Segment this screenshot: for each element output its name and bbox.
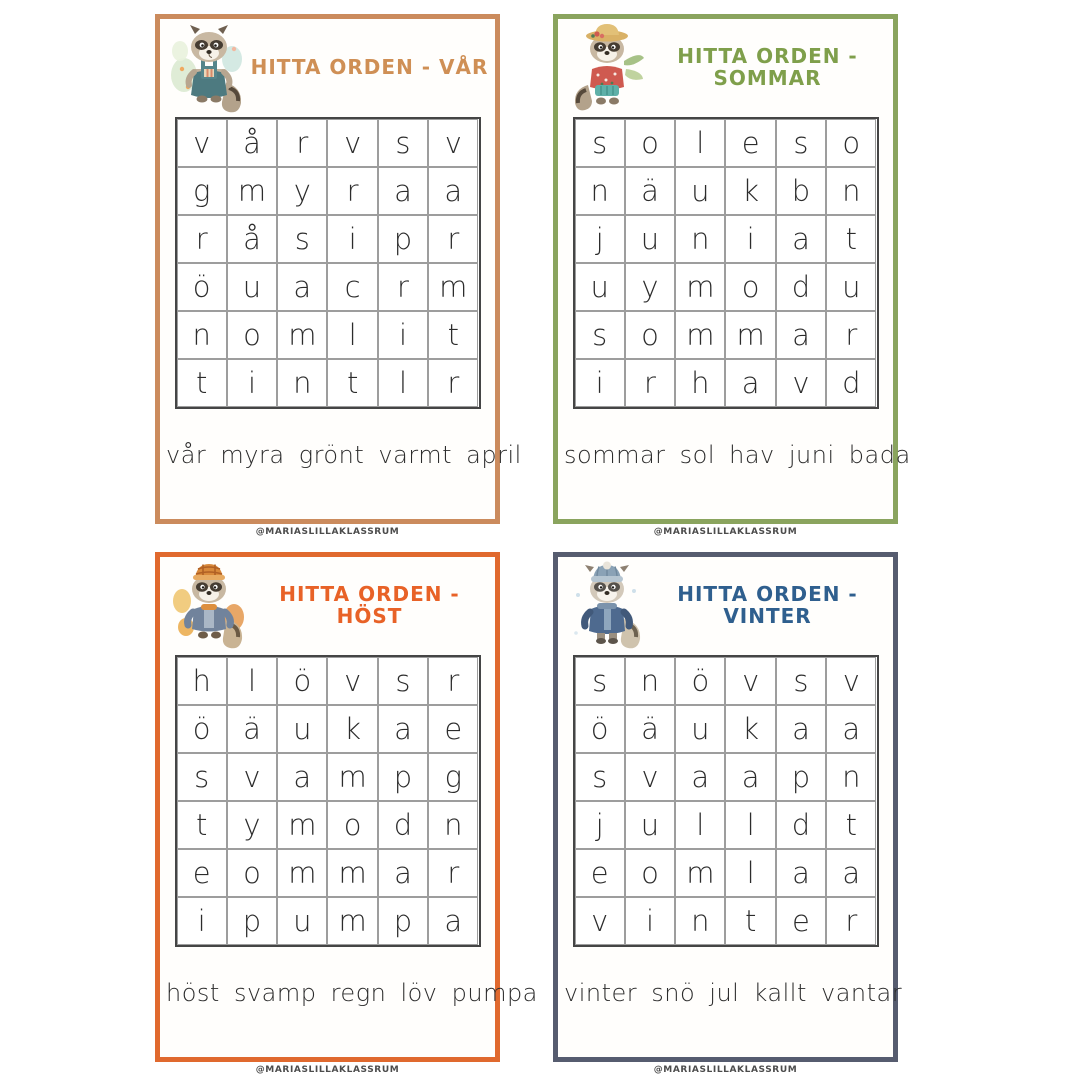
grid-cell-letter: a	[675, 753, 725, 801]
grid-cell-letter: ö	[177, 263, 227, 311]
grid-row	[177, 657, 479, 705]
grid-cell-letter: a	[776, 311, 826, 359]
raccoon-autumn-illustration	[168, 561, 250, 653]
grid-cell-letter: r	[428, 849, 478, 897]
card-slot-summer	[553, 14, 911, 537]
grid-cell-letter: v	[776, 359, 826, 407]
raccoon-summer-illustration	[566, 23, 648, 115]
grid-cell-letter: u	[675, 705, 725, 753]
grid-cell-letter: t	[826, 801, 876, 849]
grid-cell-letter: g	[177, 167, 227, 215]
grid-cell-letter: g	[428, 753, 478, 801]
grid-cell-letter: d	[776, 801, 826, 849]
grid-cell-letter: a	[378, 167, 428, 215]
grid-cell-letter: d	[776, 263, 826, 311]
grid-cell-letter: s	[575, 311, 625, 359]
grid-row	[177, 753, 479, 801]
card-title: HITTA ORDEN - VINTER	[677, 582, 858, 628]
grid-cell-letter: t	[725, 897, 775, 945]
grid-row	[575, 359, 877, 407]
grid-cell-letter: s	[575, 119, 625, 167]
grid-cell-letter: l	[227, 657, 277, 705]
grid-cell-letter: i	[575, 359, 625, 407]
grid-cell-letter: a	[428, 897, 478, 945]
grid-row	[575, 657, 877, 705]
grid-cell-letter: v	[625, 753, 675, 801]
grid-cell-letter: r	[826, 311, 876, 359]
grid-cell-letter: o	[826, 119, 876, 167]
grid-row	[177, 359, 479, 407]
grid-cell-letter: o	[625, 311, 675, 359]
grid-cell-letter: t	[428, 311, 478, 359]
grid-cell-letter: a	[776, 215, 826, 263]
grid-cell-letter: p	[378, 753, 428, 801]
grid-cell-letter: m	[277, 311, 327, 359]
card-winter	[553, 552, 903, 1062]
grid-cell-letter: o	[725, 263, 775, 311]
grid-cell-letter: n	[575, 167, 625, 215]
grid-cell-letter: m	[327, 849, 377, 897]
grid-cell-letter: m	[675, 311, 725, 359]
grid-cell-letter: v	[575, 897, 625, 945]
grid-cell-letter: o	[227, 311, 277, 359]
grid-cell-letter: r	[277, 119, 327, 167]
card-header	[160, 19, 495, 115]
grid-cell-letter: n	[826, 167, 876, 215]
grid-cell-letter: r	[378, 263, 428, 311]
grid-cell-letter: h	[177, 657, 227, 705]
grid-cell-letter: e	[177, 849, 227, 897]
card-header	[558, 19, 893, 115]
card-slot-winter	[553, 552, 903, 1075]
grid-row	[177, 801, 479, 849]
grid-cell-letter: k	[725, 705, 775, 753]
grid-cell-letter: y	[625, 263, 675, 311]
word-list: sommar sol hav juni bada	[564, 441, 911, 469]
grid-cell-letter: c	[327, 263, 377, 311]
grid-cell-letter: k	[725, 167, 775, 215]
grid-cell-letter: n	[428, 801, 478, 849]
grid-cell-letter: ä	[625, 167, 675, 215]
grid-cell-letter: i	[177, 897, 227, 945]
grid-cell-letter: t	[327, 359, 377, 407]
grid-cell-letter: o	[625, 849, 675, 897]
grid-row	[575, 215, 877, 263]
grid-cell-letter: p	[378, 215, 428, 263]
grid-cell-letter: ö	[277, 657, 327, 705]
grid-cell-letter: y	[227, 801, 277, 849]
grid-cell-letter: m	[675, 263, 725, 311]
word-search-grid	[573, 655, 879, 947]
grid-cell-letter: i	[625, 897, 675, 945]
grid-cell-letter: å	[227, 119, 277, 167]
watermark: @MARIASLILLAKLASSRUM	[255, 527, 400, 537]
grid-cell-letter: u	[625, 215, 675, 263]
grid-cell-letter: v	[428, 119, 478, 167]
grid-cell-letter: b	[776, 167, 826, 215]
watermark: @MARIASLILLAKLASSRUM	[653, 1065, 798, 1075]
grid-cell-letter: r	[327, 167, 377, 215]
grid-cell-letter: u	[227, 263, 277, 311]
grid-cell-letter: r	[428, 215, 478, 263]
grid-cell-letter: i	[725, 215, 775, 263]
grid-row	[575, 119, 877, 167]
grid-cell-letter: l	[675, 801, 725, 849]
card-autumn	[155, 552, 538, 1062]
grid-cell-letter: d	[826, 359, 876, 407]
grid-cell-letter: r	[625, 359, 675, 407]
word-list: vinter snö jul kallt vantar	[564, 979, 903, 1007]
grid-cell-letter: a	[725, 359, 775, 407]
grid-cell-letter: e	[776, 897, 826, 945]
grid-cell-letter: s	[575, 657, 625, 705]
grid-row	[575, 167, 877, 215]
grid-cell-letter: ö	[675, 657, 725, 705]
grid-cell-letter: i	[327, 215, 377, 263]
grid-cell-letter: h	[675, 359, 725, 407]
grid-cell-letter: s	[277, 215, 327, 263]
grid-cell-letter: a	[826, 849, 876, 897]
grid-cell-letter: l	[725, 801, 775, 849]
grid-cell-letter: v	[826, 657, 876, 705]
grid-cell-letter: v	[227, 753, 277, 801]
card-summer	[553, 14, 911, 524]
grid-cell-letter: e	[428, 705, 478, 753]
grid-cell-letter: s	[378, 657, 428, 705]
grid-cell-letter: n	[177, 311, 227, 359]
grid-cell-letter: u	[277, 897, 327, 945]
grid-cell-letter: o	[227, 849, 277, 897]
grid-row	[575, 753, 877, 801]
grid-cell-letter: s	[776, 657, 826, 705]
grid-cell-letter: n	[675, 897, 725, 945]
word-search-grid	[175, 655, 481, 947]
word-search-grid	[573, 117, 879, 409]
grid-row	[575, 897, 877, 945]
grid-cell-letter: a	[725, 753, 775, 801]
grid-cell-letter: r	[177, 215, 227, 263]
card-title: HITTA ORDEN - VÅR	[250, 55, 489, 79]
grid-cell-letter: a	[428, 167, 478, 215]
grid-cell-letter: ö	[575, 705, 625, 753]
grid-cell-letter: i	[378, 311, 428, 359]
watermark: @MARIASLILLAKLASSRUM	[255, 1065, 400, 1075]
grid-row	[177, 705, 479, 753]
grid-cell-letter: r	[428, 359, 478, 407]
grid-cell-letter: m	[725, 311, 775, 359]
grid-cell-letter: m	[327, 753, 377, 801]
card-spring	[155, 14, 522, 524]
grid-row	[575, 849, 877, 897]
grid-cell-letter: m	[277, 849, 327, 897]
card-slot-autumn	[155, 552, 538, 1075]
grid-cell-letter: l	[725, 849, 775, 897]
grid-cell-letter: a	[826, 705, 876, 753]
grid-cell-letter: n	[277, 359, 327, 407]
grid-cell-letter: v	[725, 657, 775, 705]
grid-cell-letter: p	[378, 897, 428, 945]
grid-cell-letter: u	[575, 263, 625, 311]
grid-row	[177, 311, 479, 359]
grid-row	[575, 263, 877, 311]
grid-cell-letter: u	[826, 263, 876, 311]
grid-cell-letter: a	[378, 849, 428, 897]
grid-cell-letter: n	[826, 753, 876, 801]
grid-cell-letter: d	[378, 801, 428, 849]
grid-cell-letter: ä	[625, 705, 675, 753]
grid-row	[177, 215, 479, 263]
grid-cell-letter: t	[177, 801, 227, 849]
grid-cell-letter: m	[277, 801, 327, 849]
raccoon-spring-illustration	[168, 23, 250, 115]
word-search-grid	[175, 117, 481, 409]
grid-cell-letter: a	[776, 849, 826, 897]
card-title: HITTA ORDEN - HÖST	[279, 582, 460, 628]
grid-row	[575, 311, 877, 359]
grid-cell-letter: u	[625, 801, 675, 849]
grid-cell-letter: m	[675, 849, 725, 897]
grid-cell-letter: r	[428, 657, 478, 705]
grid-cell-letter: y	[277, 167, 327, 215]
grid-row	[177, 849, 479, 897]
grid-cell-letter: k	[327, 705, 377, 753]
grid-cell-letter: e	[725, 119, 775, 167]
word-list: höst svamp regn löv pumpa	[166, 979, 538, 1007]
card-title: HITTA ORDEN - SOMMAR	[677, 44, 858, 90]
grid-cell-letter: m	[327, 897, 377, 945]
grid-cell-letter: v	[177, 119, 227, 167]
grid-cell-letter: a	[277, 263, 327, 311]
grid-cell-letter: ö	[177, 705, 227, 753]
grid-cell-letter: s	[177, 753, 227, 801]
grid-cell-letter: å	[227, 215, 277, 263]
grid-cell-letter: i	[227, 359, 277, 407]
grid-row	[177, 897, 479, 945]
grid-cell-letter: r	[826, 897, 876, 945]
grid-cell-letter: t	[826, 215, 876, 263]
grid-cell-letter: l	[675, 119, 725, 167]
grid-cell-letter: l	[378, 359, 428, 407]
raccoon-winter-illustration	[566, 561, 648, 653]
card-slot-spring	[155, 14, 522, 537]
card-header	[558, 557, 893, 653]
grid-row	[177, 263, 479, 311]
grid-cell-letter: s	[378, 119, 428, 167]
grid-cell-letter: e	[575, 849, 625, 897]
grid-cell-letter: a	[378, 705, 428, 753]
grid-cell-letter: o	[327, 801, 377, 849]
grid-cell-letter: l	[327, 311, 377, 359]
word-list: vår myra grönt varmt april	[166, 441, 522, 469]
grid-cell-letter: m	[227, 167, 277, 215]
grid-cell-letter: ä	[227, 705, 277, 753]
grid-cell-letter: t	[177, 359, 227, 407]
grid-cell-letter: m	[428, 263, 478, 311]
grid-cell-letter: a	[277, 753, 327, 801]
grid-cell-letter: j	[575, 801, 625, 849]
grid-cell-letter: o	[625, 119, 675, 167]
grid-cell-letter: p	[776, 753, 826, 801]
grid-row	[177, 167, 479, 215]
grid-cell-letter: j	[575, 215, 625, 263]
grid-cell-letter: p	[227, 897, 277, 945]
grid-cell-letter: v	[327, 657, 377, 705]
grid-cell-letter: u	[675, 167, 725, 215]
grid-cell-letter: v	[327, 119, 377, 167]
watermark: @MARIASLILLAKLASSRUM	[653, 527, 798, 537]
grid-cell-letter: u	[277, 705, 327, 753]
grid-row	[177, 119, 479, 167]
grid-row	[575, 801, 877, 849]
grid-cell-letter: s	[575, 753, 625, 801]
card-header	[160, 557, 495, 653]
grid-row	[575, 705, 877, 753]
grid-cell-letter: n	[625, 657, 675, 705]
grid-cell-letter: a	[776, 705, 826, 753]
grid-cell-letter: n	[675, 215, 725, 263]
grid-cell-letter: s	[776, 119, 826, 167]
